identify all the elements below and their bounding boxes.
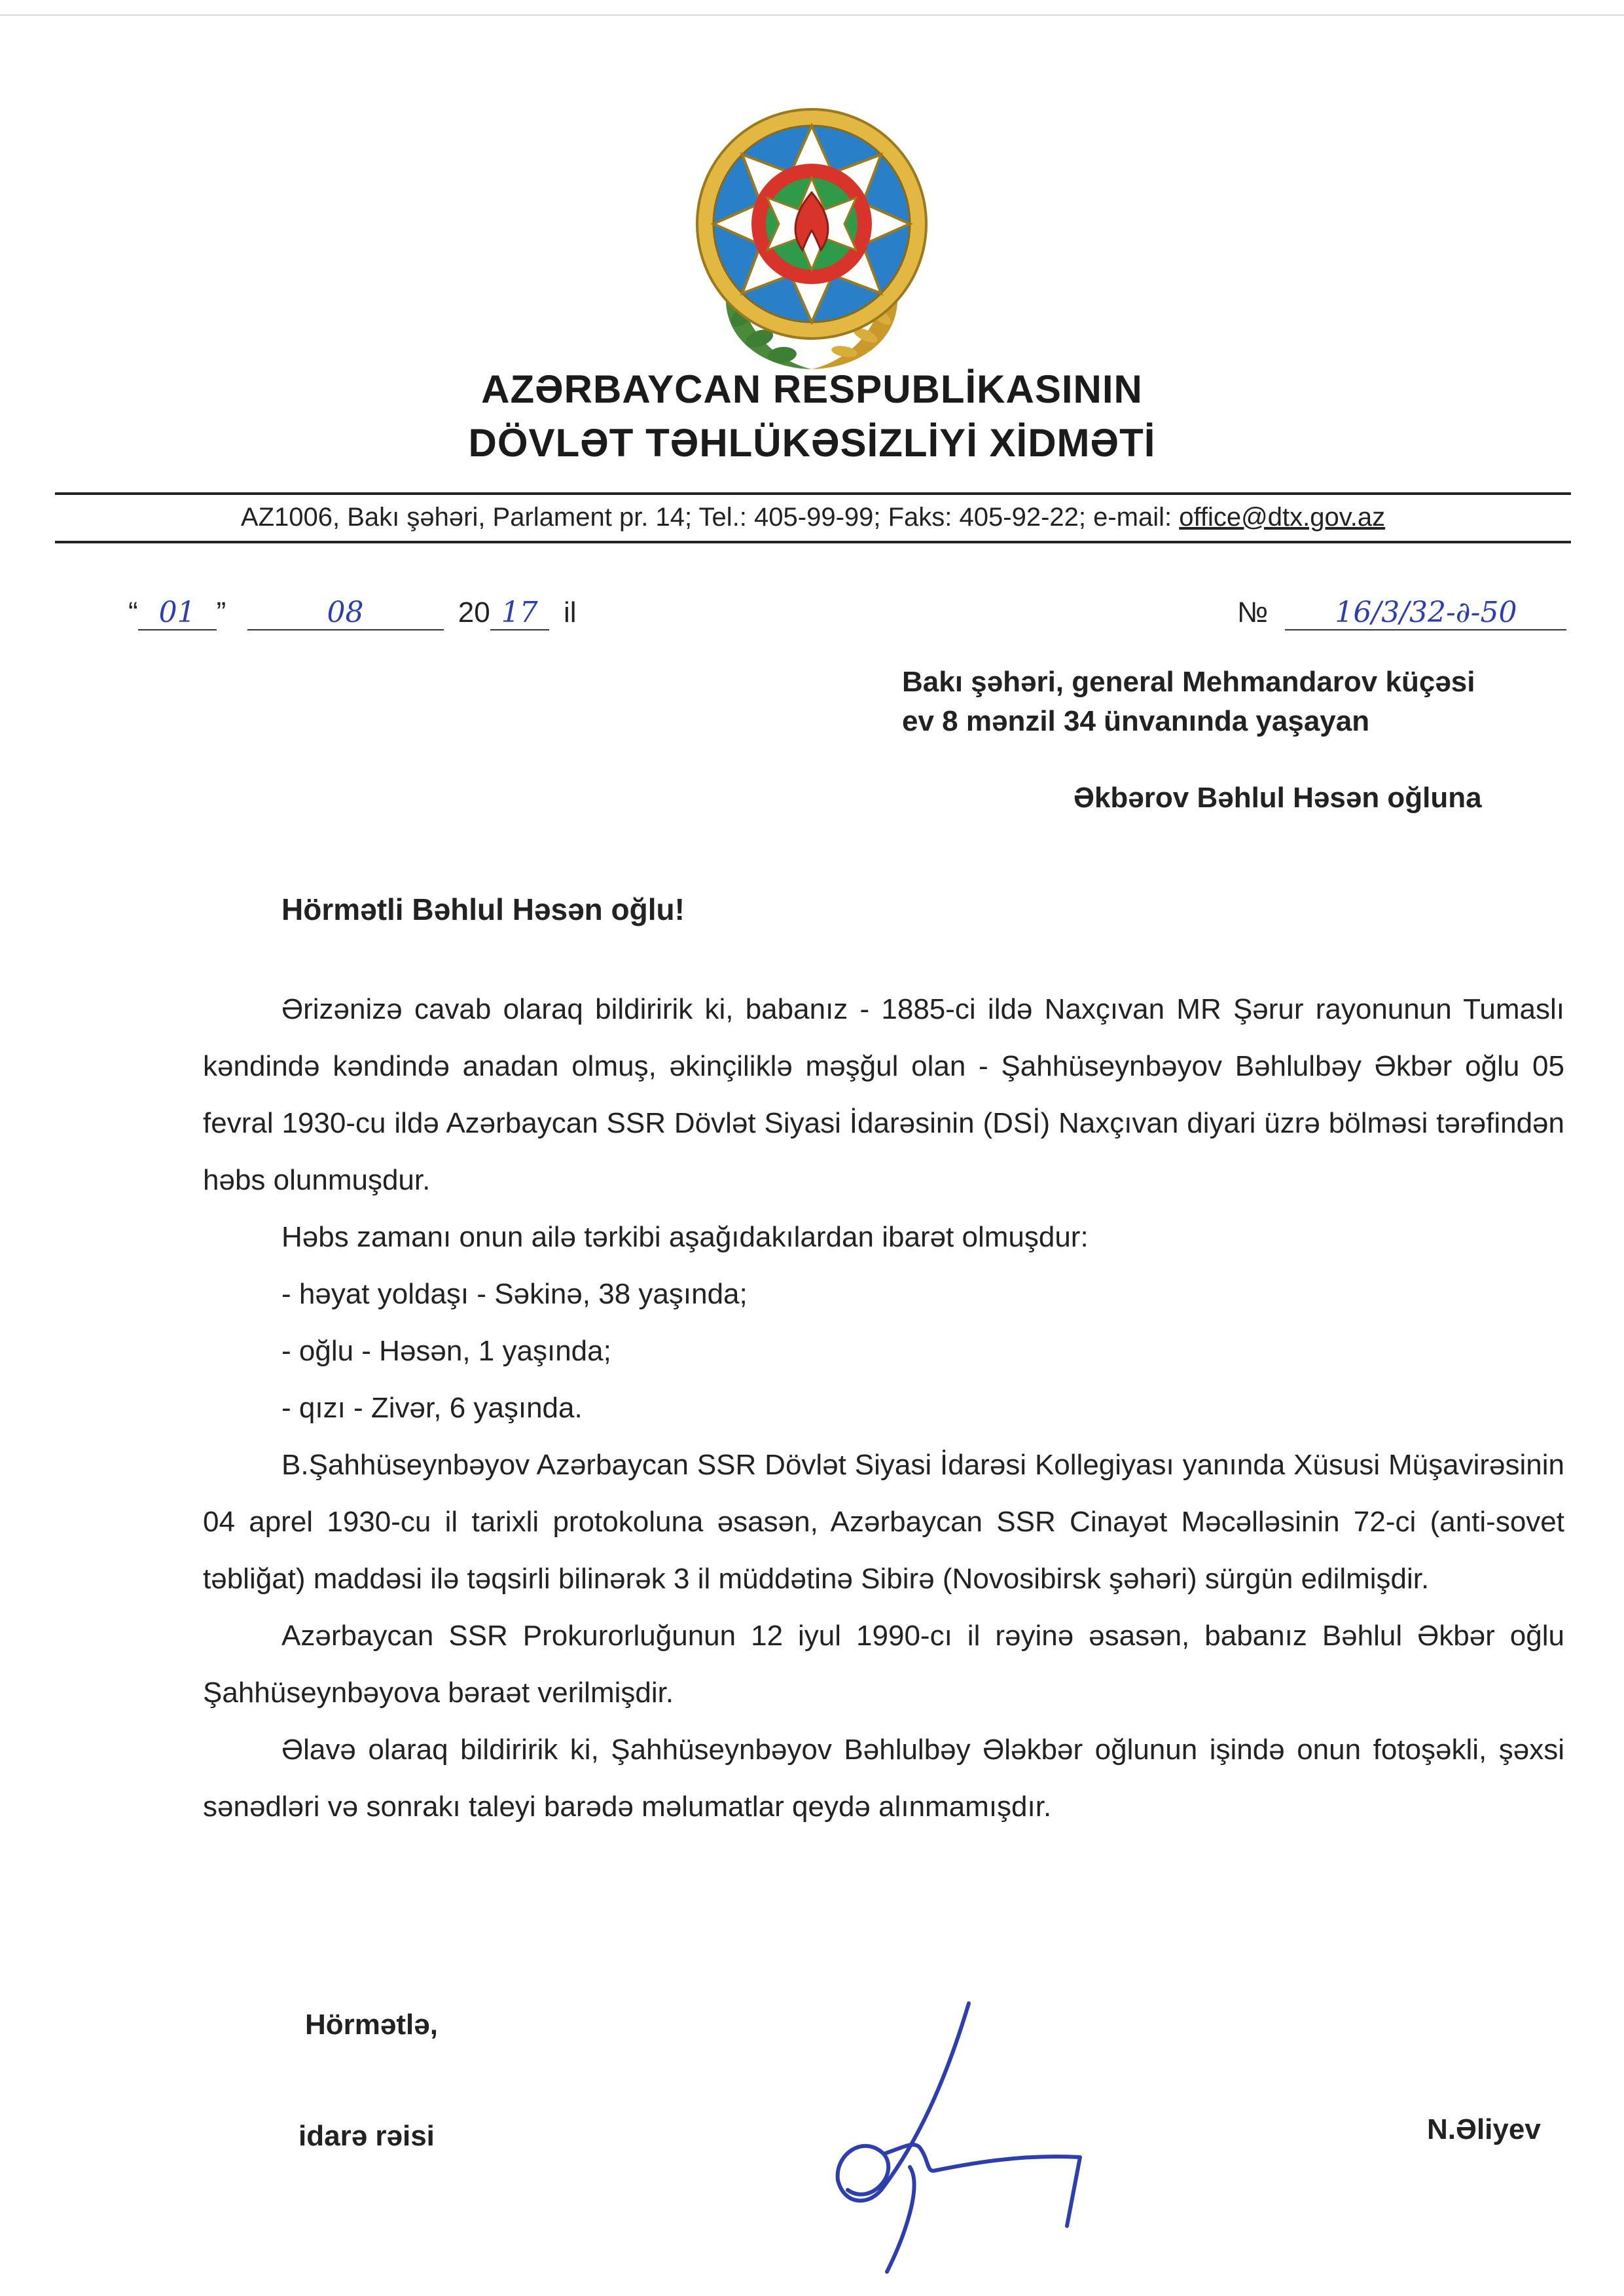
salutation: Hörmətli Bəhlul Həsən oğlu! bbox=[281, 892, 685, 926]
page-top-edge bbox=[0, 14, 1624, 16]
date-il: il bbox=[563, 596, 577, 629]
number-value: 16/3/32-∂-50 bbox=[1285, 596, 1566, 630]
contact-line bbox=[55, 503, 1571, 532]
letter-body bbox=[203, 981, 1564, 1835]
org-title-line1: AZƏRBAYCAN RESPUBLİKASININ bbox=[481, 367, 1143, 411]
contact-email-link[interactable]: office@dtx.gov.az bbox=[1179, 503, 1386, 532]
org-title-line2: DÖVLƏT TƏHLÜKƏSİZLİYİ XİDMƏTİ bbox=[468, 421, 1156, 465]
family-member-wife: - həyat yoldaşı - Səkinə, 38 yaşında; bbox=[281, 1278, 748, 1310]
letter-date bbox=[128, 596, 577, 630]
address-line2: ev 8 mənzil 34 ünvanında yaşayan bbox=[902, 705, 1370, 737]
date-year-prefix: 20 bbox=[458, 596, 490, 629]
recipient-name: Əkbərov Bəhlul Həsən oğluna bbox=[1074, 782, 1482, 814]
signer-position: idarə rəisi bbox=[298, 2120, 435, 2152]
date-day: 01 bbox=[138, 596, 217, 630]
date-month: 08 bbox=[247, 596, 444, 630]
date-close-quote: ” bbox=[216, 596, 226, 629]
letter-number bbox=[1237, 596, 1566, 630]
date-year-suffix: 17 bbox=[490, 596, 549, 630]
recipient-address bbox=[902, 663, 1475, 741]
body-paragraph-4: Azərbaycan SSR Prokurorluğunun 12 iyul 1990-cı il rəyinə əsasən, babanız Bəhlul Əkbər oğlu Şahhüseynbəyova bəraət verilmişdir. bbox=[203, 1620, 1564, 1709]
body-paragraph-1: Ərizənizə cavab olaraq bildiririk ki, babanız - 1885-ci ildə Naxçıvan MR Şərur rayonunun Tumaslı kəndində kəndində anadan olmuş, əkinçiliklə məşğul olan - Şahhüseynbəyov Bəhlulbəy Əkbər oğlu 05 fevral 1930-cu ildə Azərbaycan SSR Dövlət Siyasi İdarəsinin (DSİ) Naxçıvan diyari üzrə bölməsi tərəfindən həbs olunmuşdur. bbox=[203, 993, 1564, 1196]
header-divider-bottom bbox=[55, 541, 1571, 543]
signer-name: N.Əliyev bbox=[1427, 2113, 1541, 2145]
body-paragraph-5: Əlavə olaraq bildiririk ki, Şahhüseynbəyov Bəhlulbəy Ələkbər oğlunun işində onun fotoşəkli, şəxsi sənədləri və sonrakı taleyi barədə məlumatlar qeydə alınmamışdır. bbox=[203, 1734, 1564, 1823]
date-open-quote: “ bbox=[128, 596, 138, 629]
body-paragraph-2: Həbs zamanı onun ailə tərkibi aşağıdakılardan ibarət olmuşdur: bbox=[281, 1221, 1089, 1253]
address-line1: Bakı şəhəri, general Mehmandarov küçəsi bbox=[902, 666, 1475, 698]
body-paragraph-3: B.Şahhüseynbəyov Azərbaycan SSR Dövlət Siyasi İdarəsi Kollegiyası yanında Xüsusi Müşavirəsinin 04 aprel 1930-cu il tarixli protokoluna əsasən, Azərbaycan SSR Cinayət Məcəlləsinin 72-ci (anti-sovet təbliğat) maddəsi ilə təqsirli bilinərək 3 il müddətinə Sibirə (Novosibirsk şəhəri) sürgün edilmişdir. bbox=[203, 1449, 1564, 1595]
state-emblem-icon bbox=[681, 100, 943, 374]
number-symbol: № bbox=[1237, 596, 1269, 629]
handwritten-signature bbox=[772, 1990, 1113, 2278]
family-member-son: - oğlu - Həsən, 1 yaşında; bbox=[281, 1335, 611, 1367]
header-divider-top bbox=[55, 492, 1571, 495]
closing-regards: Hörmətlə, bbox=[305, 2009, 438, 2041]
contact-details: AZ1006, Bakı şəhəri, Parlament pr. 14; Tel.: 405-99-99; Faks: 405-92-22; e-mail: bbox=[240, 503, 1180, 532]
family-member-daughter: - qızı - Zivər, 6 yaşında. bbox=[281, 1392, 583, 1424]
